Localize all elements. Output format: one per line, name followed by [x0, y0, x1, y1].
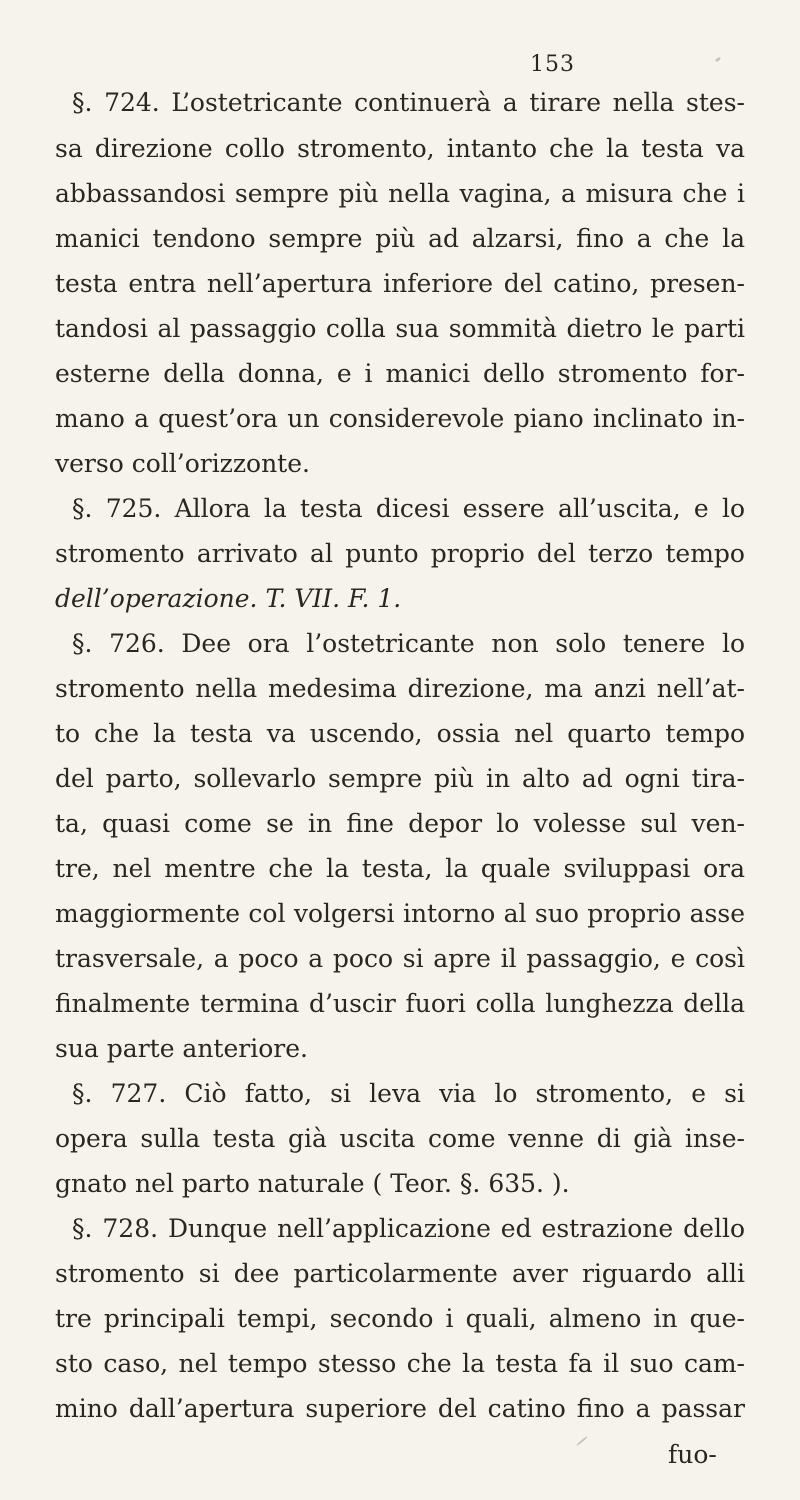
text-line: tre, nel mentre che la testa, la quale sviluppasi ora	[55, 854, 745, 883]
text-line: trasversale, a poco a poco si apre il passaggio, e così	[55, 944, 745, 973]
text-line: sa direzione collo stromento, intanto che la testa va	[55, 134, 745, 163]
text-line: verso coll’orizzonte.	[55, 449, 310, 478]
text-line: §. 726. Dee ora l’ostetricante non solo tenere lo	[72, 629, 745, 658]
page-number: 153	[530, 52, 575, 77]
text-line: dell’operazione. T. VII. F. 1.	[55, 584, 402, 613]
text-line: gnato nel parto naturale ( Teor. §. 635. ).	[55, 1169, 570, 1198]
text-line: testa entra nell’apertura inferiore del catino, presen-	[55, 269, 745, 298]
text-line: mano a quest’ora un considerevole piano inclinato in-	[55, 404, 745, 433]
text-line: sto caso, nel tempo stesso che la testa fa il suo cam-	[55, 1349, 745, 1378]
text-line: opera sulla testa già uscita come venne di già inse-	[55, 1124, 745, 1153]
text-line: del parto, sollevarlo sempre più in alto ad ogni tira-	[55, 764, 745, 793]
text-line: maggiormente col volgersi intorno al suo proprio asse	[55, 899, 745, 928]
text-line: to che la testa va uscendo, ossia nel quarto tempo	[55, 719, 745, 748]
text-line: stromento arrivato al punto proprio del terzo tempo	[55, 539, 745, 568]
paper-speck	[576, 1436, 588, 1447]
text-line: manici tendono sempre più ad alzarsi, fino a che la	[55, 224, 745, 253]
text-line: sua parte anteriore.	[55, 1034, 308, 1063]
text-line: tandosi al passaggio colla sua sommità dietro le parti	[55, 314, 745, 343]
paper-speck	[715, 57, 722, 63]
text-line: ta, quasi come se in fine depor lo volesse sul ven-	[55, 809, 745, 838]
text-line: §. 727. Ciò fatto, si leva via lo stromento, e si	[72, 1079, 745, 1108]
text-line: stromento nella medesima direzione, ma anzi nell’at-	[55, 674, 745, 703]
text-line: §. 725. Allora la testa dicesi essere all’uscita, e lo	[72, 494, 745, 523]
catchword: fuo-	[668, 1440, 717, 1469]
text-line: esterne della donna, e i manici dello stromento for-	[55, 359, 745, 388]
text-line: tre principali tempi, secondo i quali, almeno in que-	[55, 1304, 745, 1333]
text-line: abbassandosi sempre più nella vagina, a misura che i	[55, 179, 745, 208]
text-line: mino dall’apertura superiore del catino fino a passar	[55, 1394, 745, 1423]
text-line: stromento si dee particolarmente aver riguardo alli	[55, 1259, 745, 1288]
text-line: §. 724. L’ostetricante continuerà a tirare nella stes-	[72, 88, 745, 117]
text-line: §. 728. Dunque nell’applicazione ed estrazione dello	[72, 1214, 745, 1243]
text-line: finalmente termina d’uscir fuori colla lunghezza della	[55, 989, 745, 1018]
